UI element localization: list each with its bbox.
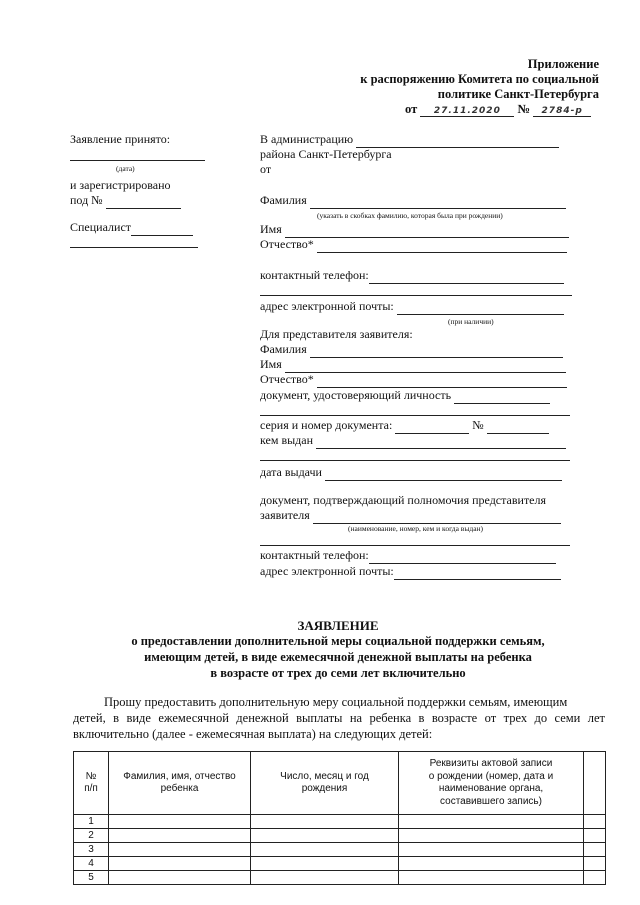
- issued-by-label: кем выдан: [260, 433, 314, 447]
- appendix-title: Приложение: [527, 57, 599, 71]
- row-extra-cell[interactable]: [584, 815, 606, 829]
- row-birth-record-cell[interactable]: [399, 829, 584, 843]
- body-line3: включительно (далее - ежемесячная выплата) на следующих детей:: [73, 727, 433, 741]
- body-line1: Прошу предоставить дополнительную меру социальной поддержки семьям, имеющим: [104, 695, 568, 709]
- phone-row: [260, 268, 564, 284]
- row-birth-date-cell[interactable]: [251, 815, 399, 829]
- row-child-name-cell[interactable]: [109, 871, 251, 885]
- row-child-name-cell[interactable]: [109, 857, 251, 871]
- surname-label: Фамилия: [260, 193, 307, 207]
- email-hint: (при наличии): [448, 317, 494, 326]
- row-extra-cell[interactable]: [584, 871, 606, 885]
- row-extra-cell[interactable]: [584, 843, 606, 857]
- rep-patronymic-label: Отчество*: [260, 372, 314, 386]
- phone2-field[interactable]: [369, 548, 556, 564]
- rep-surname-row: [260, 342, 563, 358]
- id-document-row: [260, 388, 550, 404]
- accepted-date-line[interactable]: [70, 160, 205, 161]
- id-document-extra-line[interactable]: [260, 415, 570, 416]
- admin-row: [260, 132, 559, 148]
- header-child-name: [109, 752, 251, 815]
- specialist-signature-line[interactable]: [70, 247, 198, 248]
- id-document-label: документ, удостоверяющий личность: [260, 388, 452, 402]
- issued-by-field[interactable]: [316, 433, 566, 449]
- statement-subtitle-line1: о предоставлении дополнительной меры социальной поддержки семьям,: [131, 634, 545, 648]
- series-field[interactable]: [395, 418, 469, 434]
- surname-field[interactable]: [310, 193, 566, 209]
- row-birth-date-cell[interactable]: [251, 857, 399, 871]
- surname-row: [260, 193, 566, 209]
- header-number-text: № п/п: [84, 770, 98, 794]
- issued-by-extra-line[interactable]: [260, 460, 570, 461]
- row-birth-date-cell[interactable]: [251, 843, 399, 857]
- table-row: [74, 871, 606, 885]
- email2-label: адрес электронной почты:: [260, 564, 394, 578]
- to-admin-label: В администрацию: [260, 132, 354, 146]
- header-birth-date: [251, 752, 399, 815]
- row-extra-cell[interactable]: [584, 857, 606, 871]
- table-header-row: [74, 752, 606, 815]
- appendix-date-row: [405, 102, 591, 117]
- row-child-name-cell[interactable]: [109, 843, 251, 857]
- phone2-row: [260, 548, 556, 564]
- order-date: 27.11.2020: [420, 106, 514, 117]
- under-no-label: под №: [70, 193, 103, 207]
- appendix-order-line: к распоряжению Комитета по социальной: [360, 72, 599, 86]
- id-document-field[interactable]: [454, 388, 550, 404]
- rep-name-label: Имя: [260, 357, 282, 371]
- number-prefix: №: [517, 102, 531, 116]
- name-field[interactable]: [285, 222, 569, 238]
- email-row: [260, 299, 564, 315]
- table-row: [74, 829, 606, 843]
- specialist-label: Специалист: [70, 220, 132, 234]
- row-number: 1: [74, 815, 109, 829]
- row-birth-date-cell[interactable]: [251, 829, 399, 843]
- authority-document-field[interactable]: [313, 508, 561, 524]
- specialist-row: [70, 220, 193, 236]
- admin-field[interactable]: [356, 132, 559, 148]
- row-child-name-cell[interactable]: [109, 829, 251, 843]
- statement-subtitle-line2: имеющим детей, в виде ежемесячной денежной выплаты на ребенка: [144, 650, 532, 664]
- issue-date-field[interactable]: [325, 465, 562, 481]
- from-label: от: [260, 162, 272, 176]
- name-label: Имя: [260, 222, 282, 236]
- issue-date-row: [260, 465, 562, 481]
- issued-by-row: [260, 433, 566, 449]
- rep-patronymic-row: [260, 372, 567, 388]
- row-birth-record-cell[interactable]: [399, 843, 584, 857]
- patronymic-field[interactable]: [317, 237, 567, 253]
- row-extra-cell[interactable]: [584, 829, 606, 843]
- patronymic-row: [260, 237, 567, 253]
- email-label: адрес электронной почты:: [260, 299, 394, 313]
- authority-hint: (наименование, номер, кем и когда выдан): [348, 524, 484, 533]
- statement-title: ЗАЯВЛЕНИЕ: [297, 618, 379, 633]
- rep-surname-field[interactable]: [310, 342, 563, 358]
- order-number: 2784-р: [533, 106, 591, 117]
- surname-hint: (указать в скобках фамилию, которая была при рождении): [317, 211, 503, 220]
- row-number: 4: [74, 857, 109, 871]
- row-birth-date-cell[interactable]: [251, 871, 399, 885]
- series-label: серия и номер документа:: [260, 418, 393, 432]
- row-number: 3: [74, 843, 109, 857]
- header-number: [74, 752, 109, 815]
- row-number: 2: [74, 829, 109, 843]
- district-label: района Санкт-Петербурга: [260, 147, 392, 161]
- issue-date-label: дата выдачи: [260, 465, 322, 479]
- header-birth-record-text: Реквизиты актовой записи о рождении (номер, дата и наименование органа, составившего запись): [428, 758, 554, 807]
- representative-heading: Для представителя заявителя:: [260, 327, 413, 341]
- header-extra: [584, 752, 606, 815]
- series-row: [260, 418, 549, 434]
- rep-surname-label: Фамилия: [260, 342, 307, 356]
- row-number: 5: [74, 871, 109, 885]
- authority-extra-line[interactable]: [260, 545, 570, 546]
- authority-document-label: документ, подтверждающий полномочия представителя: [260, 493, 547, 507]
- table-row: [74, 815, 606, 829]
- phone-label: контактный телефон:: [260, 268, 369, 282]
- phone-field[interactable]: [369, 268, 564, 284]
- date-caption: (дата): [116, 164, 135, 173]
- table-row: [74, 857, 606, 871]
- table-row: [74, 843, 606, 857]
- header-birth-record: [399, 752, 584, 815]
- rep-name-field[interactable]: [285, 357, 566, 373]
- accepted-label: Заявление принято:: [70, 132, 171, 146]
- appendix-committee-line: политике Санкт-Петербурга: [437, 87, 599, 101]
- number-sign: №: [472, 418, 484, 432]
- body-line2: детей, в виде ежемесячной денежной выплаты на ребенка в возрасте от трех до семи лет: [73, 711, 605, 725]
- row-child-name-cell[interactable]: [109, 815, 251, 829]
- statement-subtitle-line3: в возрасте от трех до семи лет включительно: [210, 666, 466, 680]
- applicant-label: заявителя: [260, 508, 310, 522]
- patronymic-label: Отчество*: [260, 237, 314, 251]
- children-table: [73, 751, 606, 885]
- phone-extra-line[interactable]: [260, 295, 572, 296]
- email2-field[interactable]: [394, 564, 561, 580]
- applicant-row: [260, 508, 561, 524]
- rep-name-row: [260, 357, 566, 373]
- name-row: [260, 222, 569, 238]
- row-birth-record-cell[interactable]: [399, 871, 584, 885]
- row-birth-record-cell[interactable]: [399, 857, 584, 871]
- registration-number-row: [70, 193, 181, 209]
- email-field[interactable]: [397, 299, 564, 315]
- date-prefix: от: [405, 102, 418, 116]
- phone2-label: контактный телефон:: [260, 548, 369, 562]
- row-birth-record-cell[interactable]: [399, 815, 584, 829]
- rep-patronymic-field[interactable]: [317, 372, 567, 388]
- document-number-field[interactable]: [487, 418, 549, 434]
- header-child-name-text: Фамилия, имя, отчество ребенка: [123, 770, 236, 794]
- header-birth-date-text: Число, месяц и год рождения: [280, 770, 369, 794]
- registered-label: и зарегистрировано: [70, 178, 171, 192]
- specialist-field[interactable]: [131, 220, 193, 236]
- email2-row: [260, 564, 561, 580]
- registration-number-field[interactable]: [106, 193, 181, 209]
